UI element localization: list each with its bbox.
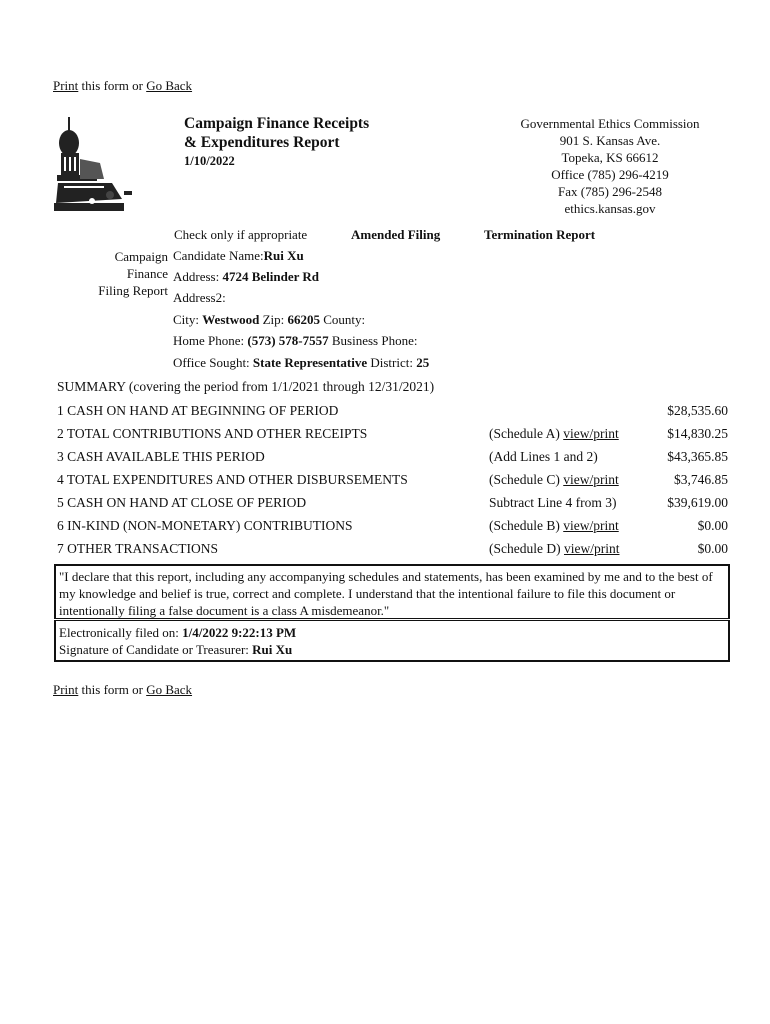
filed-timestamp: 1/4/2022 9:22:13 PM bbox=[182, 625, 297, 640]
home-phone-label: Home Phone: bbox=[173, 333, 245, 348]
side-label-line3: Filing Report bbox=[98, 283, 168, 298]
summary-row-label: 1 CASH ON HAND AT BEGINNING OF PERIOD bbox=[57, 403, 339, 418]
bottom-nav bbox=[53, 682, 192, 698]
summary-row-schedule bbox=[489, 468, 619, 491]
signature-box bbox=[54, 620, 730, 662]
check-row bbox=[174, 227, 307, 243]
summary-row-amount: $0.00 bbox=[697, 518, 728, 533]
phone-row bbox=[173, 333, 417, 349]
signature-row bbox=[59, 641, 725, 658]
agency-contact-block bbox=[490, 115, 730, 217]
declaration-box bbox=[54, 564, 730, 619]
address2-row bbox=[173, 290, 226, 306]
print-link-bottom[interactable]: Print bbox=[53, 682, 79, 697]
side-label-line2: Finance bbox=[126, 266, 168, 281]
city-value: Westwood bbox=[202, 312, 260, 327]
go-back-link[interactable]: Go Back bbox=[146, 78, 193, 93]
zip-value: 66205 bbox=[287, 312, 320, 327]
summary-row-label: 5 CASH ON HAND AT CLOSE OF PERIOD bbox=[57, 495, 307, 510]
district-label: District: bbox=[370, 355, 413, 370]
summary-row-label: 6 IN-KIND (NON-MONETARY) CONTRIBUTIONS bbox=[57, 518, 353, 533]
agency-street: 901 S. Kansas Ave. bbox=[559, 133, 661, 148]
summary-row bbox=[57, 468, 730, 491]
side-label bbox=[70, 248, 168, 299]
schedule-a-view-link[interactable]: view/print bbox=[563, 426, 619, 441]
summary-row-amount: $0.00 bbox=[697, 541, 728, 556]
signature-label: Signature of Candidate or Treasurer: bbox=[59, 642, 253, 657]
report-date: 1/10/2022 bbox=[184, 154, 235, 168]
check-label: Check only if appropriate bbox=[174, 227, 308, 242]
summary-row-amount: $39,619.00 bbox=[667, 495, 728, 510]
office-label: Office Sought: bbox=[173, 355, 250, 370]
schedule-text: (Schedule A) bbox=[489, 426, 564, 441]
amended-filing-label: Amended Filing bbox=[351, 227, 441, 242]
summary-row bbox=[57, 422, 730, 445]
summary-row-label: 2 TOTAL CONTRIBUTIONS AND OTHER RECEIPTS bbox=[57, 426, 368, 441]
summary-row-schedule: (Add Lines 1 and 2) bbox=[489, 449, 598, 464]
kansas-seal-logo bbox=[52, 113, 138, 215]
address-value: 4724 Belinder Rd bbox=[222, 269, 320, 284]
office-value: State Representative bbox=[252, 355, 368, 370]
address2-label: Address2: bbox=[173, 290, 226, 305]
summary-table bbox=[57, 377, 730, 560]
summary-row-amount: $3,746.85 bbox=[674, 472, 728, 487]
agency-city: Topeka, KS 66612 bbox=[561, 150, 659, 165]
summary-row-amount: $28,535.60 bbox=[667, 403, 728, 418]
summary-row bbox=[57, 537, 730, 560]
report-title-block bbox=[184, 114, 369, 169]
schedule-b-view-link[interactable]: view/print bbox=[563, 518, 619, 533]
summary-row-label: 7 OTHER TRANSACTIONS bbox=[57, 541, 219, 556]
report-title-line1: Campaign Finance Receipts bbox=[184, 115, 370, 132]
schedule-text: (Schedule C) bbox=[489, 472, 564, 487]
summary-row bbox=[57, 491, 730, 514]
business-phone-label: Business Phone: bbox=[331, 333, 418, 348]
summary-title: SUMMARY (covering the period from 1/1/2021 through 12/31/2021) bbox=[57, 379, 435, 394]
filed-row bbox=[59, 624, 725, 641]
side-label-line1: Campaign bbox=[114, 249, 168, 264]
summary-row-schedule: Subtract Line 4 from 3) bbox=[489, 495, 617, 510]
district-value: 25 bbox=[416, 355, 430, 370]
summary-row-amount: $14,830.25 bbox=[667, 426, 728, 441]
summary-row-label: 4 TOTAL EXPENDITURES AND OTHER DISBURSEMENTS bbox=[57, 472, 408, 487]
agency-fax: Fax (785) 296-2548 bbox=[558, 184, 662, 199]
agency-office-phone: Office (785) 296-4219 bbox=[551, 167, 669, 182]
schedule-d-view-link[interactable]: view/print bbox=[563, 541, 620, 556]
summary-row-schedule bbox=[489, 422, 619, 445]
zip-label: Zip: bbox=[262, 312, 285, 327]
address-label: Address: bbox=[173, 269, 220, 284]
signature-name: Rui Xu bbox=[252, 642, 293, 657]
summary-row bbox=[57, 514, 730, 537]
candidate-name: Rui Xu bbox=[263, 248, 304, 263]
agency-website: ethics.kansas.gov bbox=[564, 201, 656, 216]
go-back-link-bottom[interactable]: Go Back bbox=[146, 682, 193, 697]
agency-name: Governmental Ethics Commission bbox=[520, 116, 700, 131]
report-title-line2: & Expenditures Report bbox=[184, 134, 340, 151]
summary-row-schedule bbox=[489, 514, 619, 537]
home-phone-value: (573) 578-7557 bbox=[247, 333, 329, 348]
nav-text-bottom: this form or bbox=[78, 682, 147, 697]
address-row bbox=[173, 269, 319, 285]
declaration-text: "I declare that this report, including any accompanying schedules and statements, has been examined by me and to the best of my knowledge and belief is true, correct and complete. I understand that the intentional failure to file this document or intentionally filing a false document is a class A misdemeanor." bbox=[59, 569, 713, 618]
termination-report-label: Termination Report bbox=[484, 227, 596, 242]
candidate-name-row bbox=[173, 248, 304, 264]
print-link[interactable]: Print bbox=[53, 78, 79, 93]
city-row bbox=[173, 312, 365, 328]
summary-row bbox=[57, 445, 730, 468]
top-nav bbox=[53, 78, 192, 94]
county-label: County: bbox=[323, 312, 366, 327]
filed-label: Electronically filed on: bbox=[59, 625, 183, 640]
schedule-text: (Schedule D) bbox=[489, 541, 564, 556]
summary-row-schedule bbox=[489, 537, 619, 560]
office-row bbox=[173, 355, 429, 371]
summary-row bbox=[57, 399, 730, 422]
schedule-text: (Schedule B) bbox=[489, 518, 564, 533]
candidate-name-label: Candidate Name: bbox=[173, 248, 264, 263]
nav-text: this form or bbox=[78, 78, 147, 93]
schedule-c-view-link[interactable]: view/print bbox=[563, 472, 619, 487]
summary-row-label: 3 CASH AVAILABLE THIS PERIOD bbox=[57, 449, 265, 464]
city-label: City: bbox=[173, 312, 200, 327]
summary-row-amount: $43,365.85 bbox=[667, 449, 728, 464]
